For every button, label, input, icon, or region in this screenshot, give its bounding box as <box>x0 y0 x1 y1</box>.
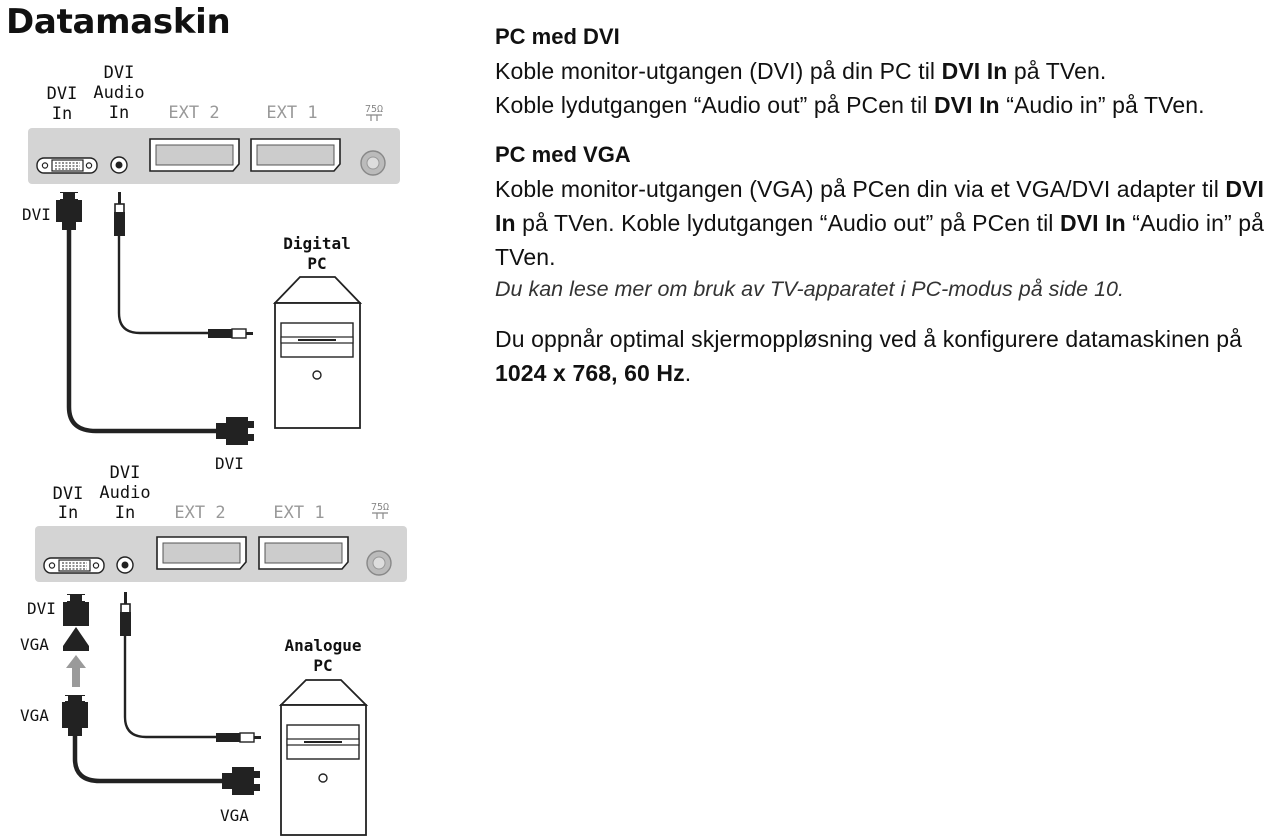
text-span: “Audio in” på TVen. <box>999 92 1205 118</box>
pc-tower-icon <box>281 680 366 835</box>
ext2-scart-port-icon <box>150 139 239 171</box>
bold-span: 1024 x 768, 60 Hz <box>495 360 685 386</box>
pc-vga-paragraph <box>495 172 1265 274</box>
dvi-plug-bottom-icon <box>216 417 254 445</box>
bold-span: DVI In <box>941 58 1008 84</box>
dvi-in-label-line1: DVI <box>46 84 78 104</box>
section-pc-vga <box>495 142 1265 304</box>
pc-tower-icon <box>275 277 360 428</box>
audio-cable <box>125 636 216 737</box>
dvi-cable <box>69 230 216 431</box>
resolution-paragraph <box>495 322 1265 390</box>
dvi-plug-top-icon <box>56 192 82 230</box>
dvi-in-label-line2: In <box>51 104 73 124</box>
bold-span: DVI In <box>933 92 1000 118</box>
ext2-scart-port-icon <box>157 537 246 569</box>
text-span: . <box>684 360 692 386</box>
antenna-symbol-icon <box>366 115 382 121</box>
audio-plug-top-icon <box>114 192 125 236</box>
vga-cable <box>75 736 224 781</box>
vga-cable-label: VGA <box>20 706 49 725</box>
vga-connection-diagram <box>0 455 420 838</box>
dvi-in-label-line1: DVI <box>52 484 84 504</box>
digital-pc-label-line2: PC <box>307 254 327 273</box>
analogue-pc-label-line1: Analogue <box>284 636 362 655</box>
section-pc-dvi <box>495 24 1265 122</box>
pc-mode-note: Du kan lese mer om bruk av TV-apparatet i PC-modus på side 10. <box>495 277 1124 301</box>
audio-plug-top-icon <box>120 592 131 636</box>
section-title-pc-dvi: PC med DVI <box>495 24 620 49</box>
digital-pc-label-line1: Digital <box>283 234 351 253</box>
audio-in-jack-icon <box>111 157 127 173</box>
dvi-connection-diagram <box>0 55 420 473</box>
antenna-socket-icon <box>361 151 385 175</box>
text-span: Koble monitor-utgangen (DVI) på din PC til <box>495 58 942 84</box>
antenna-label: 75Ω <box>364 104 384 115</box>
audio-in-label-line2: Audio <box>99 483 151 503</box>
ext1-scart-port-icon <box>259 537 348 569</box>
bold-span: DVI In <box>495 176 1265 236</box>
instructions <box>495 24 1265 390</box>
ext1-label: EXT 1 <box>273 503 325 523</box>
adapter-dvi-plug-icon <box>63 594 89 626</box>
bold-span: DVI In <box>1060 210 1126 236</box>
text-span: på TVen. <box>1007 58 1107 84</box>
audio-plug-bottom-icon <box>216 733 261 742</box>
analogue-pc-label-line2: PC <box>313 656 333 675</box>
dvi-in-label-line2: In <box>57 503 79 523</box>
antenna-socket-icon <box>367 551 391 575</box>
audio-in-label-line3: In <box>108 103 130 123</box>
antenna-symbol-icon <box>372 513 388 519</box>
audio-cable <box>119 236 208 333</box>
dvi-in-port-icon <box>44 558 104 573</box>
adapter-vga-socket-icon <box>63 627 89 651</box>
audio-plug-bottom-icon <box>208 329 253 338</box>
adapter-dvi-label: DVI <box>27 599 56 618</box>
vga-cable-label-bottom: VGA <box>220 806 249 825</box>
vga-plug-bottom-icon <box>222 767 260 795</box>
audio-in-label-line1: DVI <box>103 63 135 83</box>
arrow-up-icon <box>66 655 86 687</box>
dvi-cable-label-bottom: DVI <box>215 454 244 473</box>
text-span: Du oppnår optimal skjermoppløsning ved å konfigurere datamaskinen på <box>495 326 1243 352</box>
audio-in-jack-icon <box>117 557 133 573</box>
pc-dvi-paragraph-1 <box>495 54 1265 88</box>
adapter-vga-label: VGA <box>20 635 49 654</box>
audio-in-label-line3: In <box>114 503 136 523</box>
ext2-label: EXT 2 <box>168 103 220 123</box>
antenna-label: 75Ω <box>370 502 390 513</box>
text-span: “Audio in” på TVen. <box>495 210 1264 270</box>
ext2-label: EXT 2 <box>174 503 226 523</box>
page-title: Datamaskin <box>6 2 231 42</box>
dvi-in-port-icon <box>37 158 97 173</box>
ext1-label: EXT 1 <box>266 103 318 123</box>
ext1-scart-port-icon <box>251 139 340 171</box>
pc-dvi-paragraph-2 <box>495 88 1265 122</box>
text-span: Koble lydutgangen “Audio out” på PCen til <box>495 92 934 118</box>
section-title-pc-vga: PC med VGA <box>495 142 631 167</box>
text-span: på TVen. Koble lydutgangen “Audio out” på PCen til <box>515 210 1061 236</box>
text-span: Koble monitor-utgangen (VGA) på PCen din via et VGA/DVI adapter til <box>495 176 1226 202</box>
vga-plug-top-icon <box>62 695 88 736</box>
audio-in-label-line2: Audio <box>93 83 145 103</box>
audio-in-label-line1: DVI <box>109 463 141 483</box>
dvi-cable-label-top: DVI <box>22 205 51 224</box>
